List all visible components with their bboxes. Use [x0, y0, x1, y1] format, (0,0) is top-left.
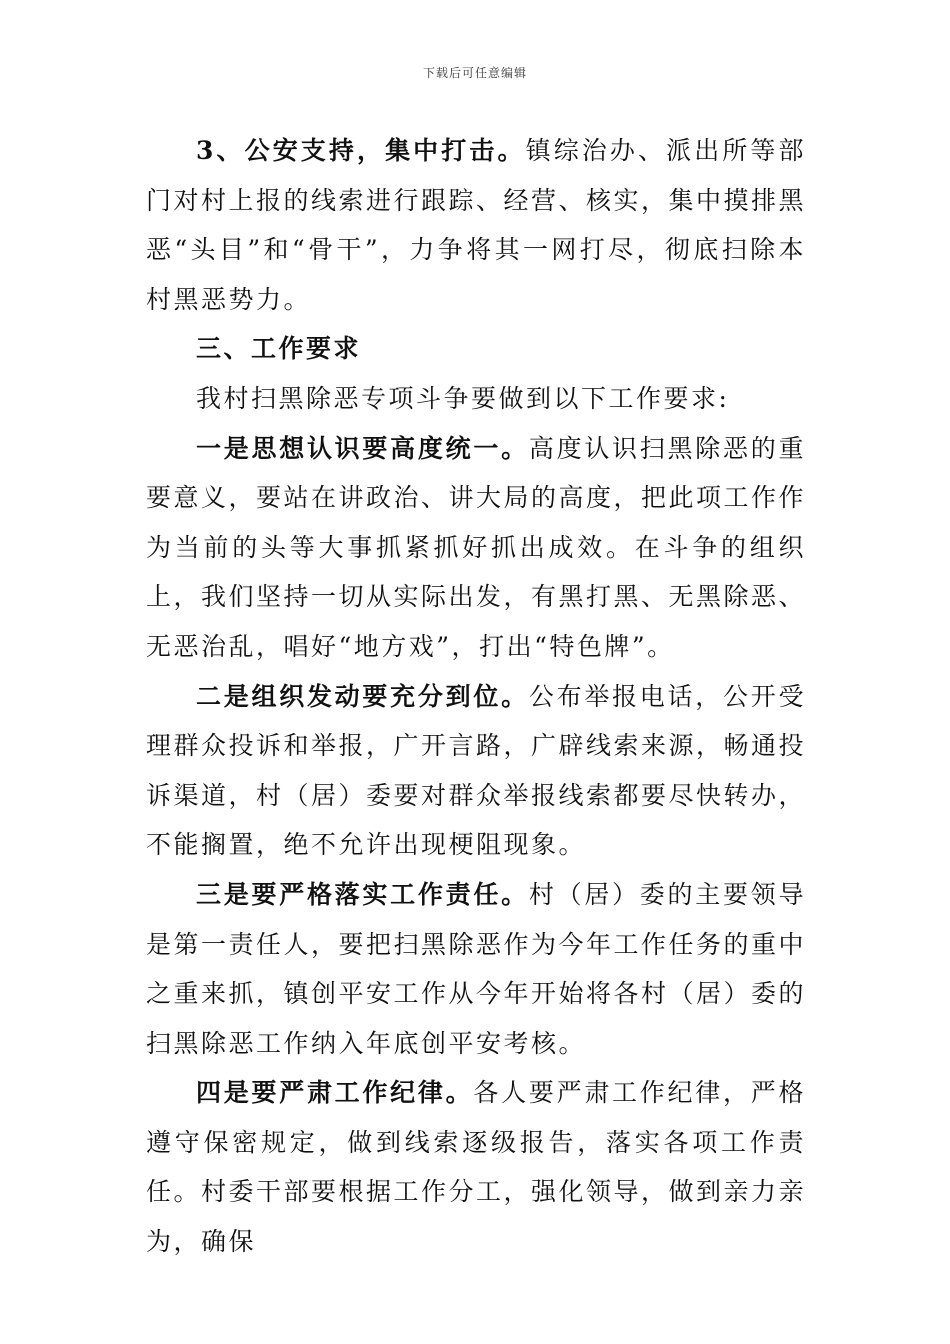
paragraph-text: 公布举报电话，公开受理群众投诉和举报，广开言路，广辟线索来源，畅通投诉渠道，村（居）委要对群众举报线索都要尽快转办，不能搁置，绝不允许出现梗阻现象。	[146, 681, 807, 860]
paragraph-requirement-3	[146, 870, 806, 1068]
paragraph-lead: 三是要严格落实工作责任。	[196, 879, 529, 909]
section-heading: 三、工作要求	[196, 334, 362, 364]
paragraph-text: 镇综治办、派出所等部门对村上报的线索进行跟踪、经营、核实，集中摸排黑恶“头目”和“骨干”，力争将其一网打尽，彻底扫除本村黑恶势力。	[146, 136, 807, 314]
paragraph-intro	[146, 374, 806, 424]
document-body	[146, 126, 806, 1267]
paragraph-text: 各人要严肃工作纪律，严格遵守保密规定，做到线索逐级报告，落实各项工作责任。村委干部要根据工作分工，强化领导，做到亲力亲为，确保	[146, 1078, 807, 1257]
paragraph-text: 我村扫黑除恶专项斗争要做到以下工作要求:	[196, 383, 730, 413]
paragraph-requirement-4	[146, 1068, 806, 1266]
paragraph-text: 村（居）委的主要领导是第一责任人，要把扫黑除恶作为今年工作任务的重中之重来抓，镇创平安工作从今年开始将各村（居）委的扫黑除恶工作纳入年底创平安考核。	[146, 879, 807, 1058]
paragraph-text: 高度认识扫黑除恶的重要意义，要站在讲政治、讲大局的高度，把此项工作作为当前的头等大事抓紧抓好抓出成效。在斗争的组织上，我们坚持一切从实际出发，有黑打黑、无黑除恶、无恶治乱，唱好“地方戏”，打出“特色牌”。	[146, 433, 807, 661]
paragraph-requirement-2	[146, 672, 806, 870]
page-header: 下载后可任意编辑	[422, 66, 527, 80]
paragraph-lead: 一是思想认识要高度统一。	[196, 433, 529, 463]
paragraph-lead: 四是要严肃工作纪律。	[196, 1078, 474, 1108]
paragraph-lead: 二是组织发动要充分到位。	[196, 681, 529, 711]
paragraph-public-security	[146, 126, 806, 324]
paragraph-lead: 3、公安支持，集中打击。	[196, 136, 526, 165]
paragraph-requirement-1	[146, 424, 806, 672]
